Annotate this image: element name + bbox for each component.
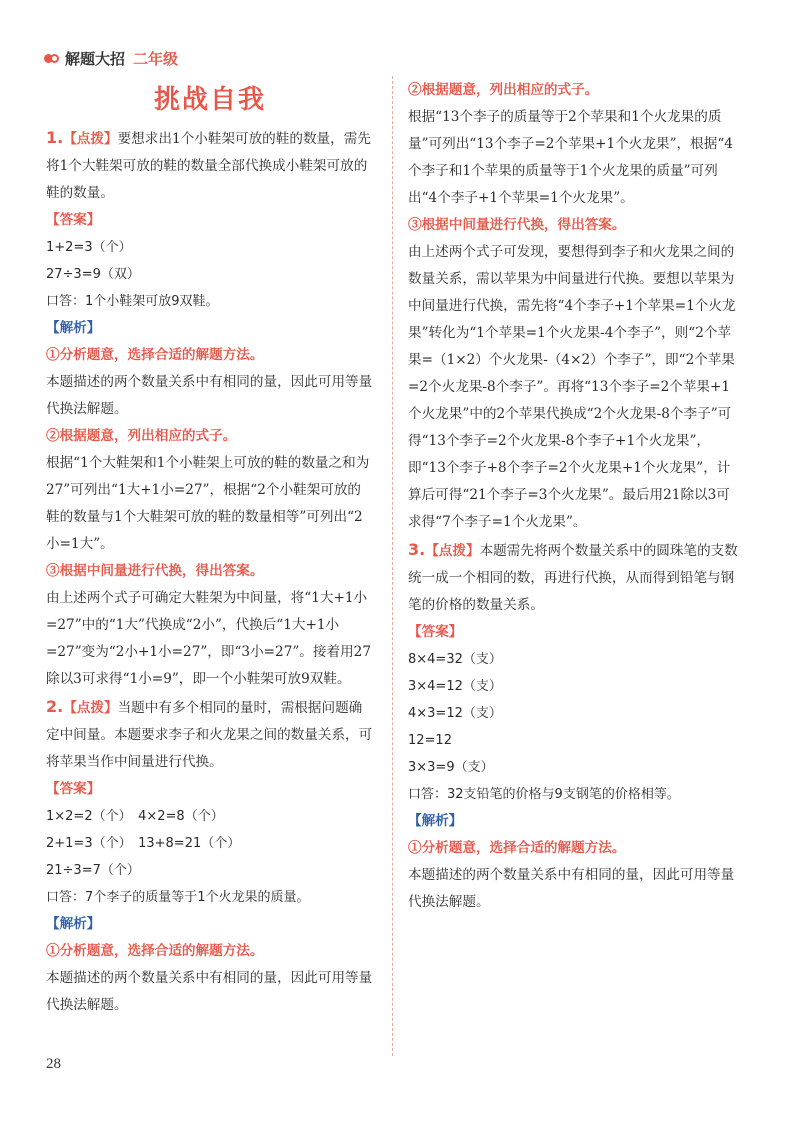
page-title: 挑战自我 <box>153 85 266 115</box>
q1-answer-tag: 【答案】 <box>46 212 101 228</box>
q1-step1-title: ①分析题意，选择合适的解题方法。 <box>46 347 264 363</box>
q1-answer-line: 1+2=3（个） <box>46 240 132 255</box>
q2-step1-text: 本题描述的两个数量关系中有相同的量，因此可用等量代换法解题。 <box>46 970 373 1013</box>
q2-answer-line: 2+1=3（个） 13+8=21（个） <box>46 836 241 851</box>
q3-analysis-tag: 【解析】 <box>408 813 463 829</box>
q3-tip-tag: 【点拨】 <box>425 543 480 559</box>
q2-tip-text: 当题中有多个相同的量时，需根据问题确定中间量。本题要求李子和火龙果之间的数量关系，可将苹果当作中间量进行代换。 <box>46 700 373 770</box>
q3-answer-tag: 【答案】 <box>408 624 463 640</box>
grade-label: 二年级 <box>133 49 179 68</box>
q1-step1-text: 本题描述的两个数量关系中有相同的量，因此可用等量代换法解题。 <box>46 374 373 417</box>
q1-step2-text: 根据“1个大鞋架和1个小鞋架上可放的鞋的数量之和为27”可列出“1大+1小=27”，根据“2个小鞋架可放的鞋的数量与1个大鞋架可放的鞋的数量相等”可列出“2小=1大”。 <box>46 455 370 552</box>
q2-tip <box>46 693 374 776</box>
q2-step1-title: ①分析题意，选择合适的解题方法。 <box>46 943 264 959</box>
q2-step3-title: ③根据中间量进行代换，得出答案。 <box>408 217 626 233</box>
q1-tip-text: 要想求出1个小鞋架可放的鞋的数量，需先将1个大鞋架可放的鞋的数量全部代换成小鞋架可放的鞋的数量。 <box>46 131 371 201</box>
q1-analysis-tag: 【解析】 <box>46 320 101 336</box>
q3-step1-text: 本题描述的两个数量关系中有相同的量，因此可用等量代换法解题。 <box>408 867 735 910</box>
left-column <box>46 78 374 1019</box>
q2-step2-title: ②根据题意，列出相应的式子。 <box>408 82 599 98</box>
q3-tip-text: 本题需先将两个数量关系中的圆珠笔的支数统一成一个相同的数，再进行代换，从而得到铅笔与钢笔的价格的数量关系。 <box>408 543 738 613</box>
series-logo-icon <box>44 54 59 63</box>
q2-number: 2. <box>46 697 64 716</box>
right-column <box>408 77 738 916</box>
q3-answer-line: 12=12 <box>408 733 452 748</box>
q1-answer-line: 口答：1个小鞋架可放9双鞋。 <box>46 294 219 309</box>
q1-step3-title: ③根据中间量进行代换，得出答案。 <box>46 563 264 579</box>
q3-step1-title: ①分析题意，选择合适的解题方法。 <box>408 840 626 856</box>
q1-tip-tag: 【点拨】 <box>63 131 118 147</box>
q3-tip <box>408 536 738 619</box>
q3-answer-line: 3×4=12（支） <box>408 679 502 694</box>
q1-tip <box>46 124 374 207</box>
q1-step2-title: ②根据题意，列出相应的式子。 <box>46 428 237 444</box>
q2-analysis-tag: 【解析】 <box>46 916 101 932</box>
column-divider <box>392 76 393 1056</box>
q2-answer-line: 21÷3=7（个） <box>46 863 140 878</box>
q1-answer-line: 27÷3=9（双） <box>46 267 140 282</box>
page-header <box>44 48 178 68</box>
q2-tip-tag: 【点拨】 <box>63 700 118 716</box>
q2-answer-line: 口答：7个李子的质量等于1个火龙果的质量。 <box>46 890 310 905</box>
q1-step3-text: 由上述两个式子可确定大鞋架为中间量，将“1大+1小=27”中的“1大”代换成“2小”，代换后“1大+1小=27”变为“2小+1小=27”，即“3小=27”。接着用27除以3可求得“1小=9”，即一个小鞋架可放9双鞋。 <box>46 590 371 687</box>
q1-number: 1. <box>46 128 64 147</box>
page-number: 28 <box>46 1056 61 1072</box>
q3-answer-line: 口答：32支铅笔的价格与9支钢笔的价格相等。 <box>408 787 680 802</box>
q2-answer-tag: 【答案】 <box>46 781 101 797</box>
q2-step2-text: 根据“13个李子的质量等于2个苹果和1个火龙果的质量”可列出“13个李子=2个苹果+1个火龙果”，根据“4个李子和1个苹果的质量等于1个火龙果的质量”可列出“4个李子+1个苹果=1个火龙果”。 <box>408 109 733 206</box>
q2-answer-line: 1×2=2（个） 4×2=8（个） <box>46 809 224 824</box>
q3-answer-line: 4×3=12（支） <box>408 706 502 721</box>
q2-step3-text: 由上述两个式子可发现，要想得到李子和火龙果之间的数量关系，需以苹果为中间量进行代换。要想以苹果为中间量进行代换，需先将“4个李子+1个苹果=1个火龙果”转化为“1个苹果=1个火龙果-4个李子”，则“2个苹果=（1×2）个火龙果-（4×2）个李子”，即“2个苹果=2个火龙果-8个李子”。再将“13个李子=2个苹果+1个火龙果”中的2个苹果代换成“2个火龙果-8个李子”可得“13个李子=2个火龙果-8个李子+1个火龙果”，即“13个李子+8个李子=2个火龙果+1个火龙果”，计算后可得“21个李子=3个火龙果”。最后用21除以3可求得“7个李子=1个火龙果”。 <box>408 244 736 530</box>
q3-answer-line: 3×3=9（支） <box>408 760 494 775</box>
q3-number: 3. <box>408 540 426 559</box>
series-title: 解题大招 <box>65 49 126 68</box>
q3-answer-line: 8×4=32（支） <box>408 652 502 667</box>
